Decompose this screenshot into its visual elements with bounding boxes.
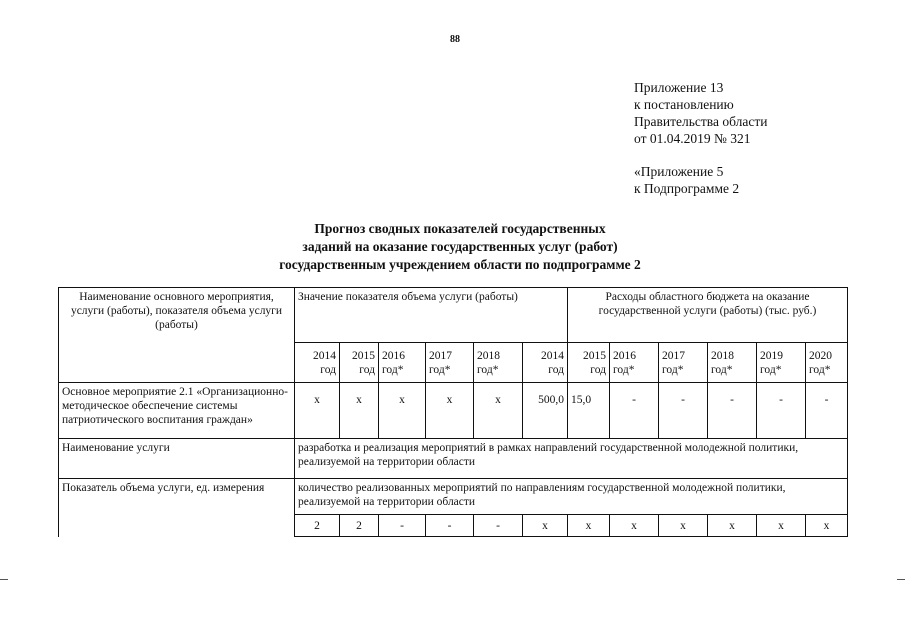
indicator-row <box>59 479 848 515</box>
indicator-value-cell: - <box>474 515 523 537</box>
value-year-2016: 2016 год* <box>379 343 426 383</box>
title-line-2: заданий на оказание государственных услуг (работ) <box>302 239 618 254</box>
header-expenses-cell: Расходы областного бюджета на оказание государственной услуги (работы) (тыс. руб.) <box>568 288 848 343</box>
expense-year-2016: 2016 год* <box>610 343 659 383</box>
activity-expense-cell: - <box>708 383 757 439</box>
expense-year-2017: 2017 год* <box>659 343 708 383</box>
activity-value-cell: х <box>340 383 379 439</box>
appendix-gap <box>634 147 767 163</box>
document-title <box>200 220 720 274</box>
activity-value-cell: х <box>426 383 474 439</box>
indicator-label-cell: Показатель объема услуги, ед. измерения <box>59 479 295 537</box>
service-row <box>59 439 848 479</box>
title-line-3: государственным учреждением области по подпрограмме 2 <box>279 257 641 272</box>
indicator-text-cell: количество реализованных мероприятий по направлениям государственной молодежной политики, реализуемой на территории области <box>295 479 848 515</box>
header-row <box>59 288 848 343</box>
appendix-line-5: «Приложение 5 <box>634 164 724 179</box>
page-number: 88 <box>450 34 460 45</box>
expense-year-2020: 2020 год* <box>806 343 848 383</box>
header-name-cell: Наименование основного мероприятия, услуги (работы), показателя объема услуги (работы) <box>59 288 295 383</box>
activity-value-cell: х <box>379 383 426 439</box>
page-edge-mark-left <box>0 579 8 580</box>
activity-expense-cell: - <box>610 383 659 439</box>
value-year-2018: 2018 год* <box>474 343 523 383</box>
activity-expense-cell: - <box>806 383 848 439</box>
indicator-value-cell: 2 <box>340 515 379 537</box>
expense-year-2014: 2014 год <box>523 343 568 383</box>
indicator-value-cell: - <box>379 515 426 537</box>
value-year-2014: 2014 год <box>295 343 340 383</box>
header-value-cell: Значение показателя объема услуги (работы) <box>295 288 568 343</box>
indicator-expense-cell: х <box>610 515 659 537</box>
value-year-2015: 2015 год <box>340 343 379 383</box>
expense-year-2019: 2019 год* <box>757 343 806 383</box>
page-edge-mark-right <box>897 579 905 580</box>
forecast-table <box>58 287 848 537</box>
appendix-line-4: от 01.04.2019 № 321 <box>634 131 751 146</box>
indicator-expense-cell: х <box>659 515 708 537</box>
indicator-expense-cell: х <box>568 515 610 537</box>
activity-expense-cell: 15,0 <box>568 383 610 439</box>
expense-year-2015: 2015 год <box>568 343 610 383</box>
indicator-value-cell: - <box>426 515 474 537</box>
indicator-value-cell: 2 <box>295 515 340 537</box>
service-text-cell: разработка и реализация мероприятий в рамках направлений государственной молодежной политики, реализуемой на территории области <box>295 439 848 479</box>
activity-expense-cell: 500,0 <box>523 383 568 439</box>
indicator-expense-cell: х <box>806 515 848 537</box>
indicator-expense-cell: х <box>757 515 806 537</box>
activity-value-cell: х <box>295 383 340 439</box>
value-year-2017: 2017 год* <box>426 343 474 383</box>
appendix-block <box>634 79 767 197</box>
activity-expense-cell: - <box>757 383 806 439</box>
indicator-expense-cell: х <box>708 515 757 537</box>
activity-expense-cell: - <box>659 383 708 439</box>
activity-name-cell: Основное мероприятие 2.1 «Организационно-методическое обеспечение системы патриотического воспитания граждан» <box>59 383 295 439</box>
service-label-cell: Наименование услуги <box>59 439 295 479</box>
appendix-line-2: к постановлению <box>634 97 734 112</box>
activity-value-cell: х <box>474 383 523 439</box>
expense-year-2018: 2018 год* <box>708 343 757 383</box>
appendix-line-3: Правительства области <box>634 114 768 129</box>
indicator-expense-cell: х <box>523 515 568 537</box>
title-line-1: Прогноз сводных показателей государственных <box>314 221 606 236</box>
appendix-line-6: к Подпрограмме 2 <box>634 181 740 196</box>
activity-row <box>59 383 848 439</box>
appendix-line-1: Приложение 13 <box>634 80 724 95</box>
